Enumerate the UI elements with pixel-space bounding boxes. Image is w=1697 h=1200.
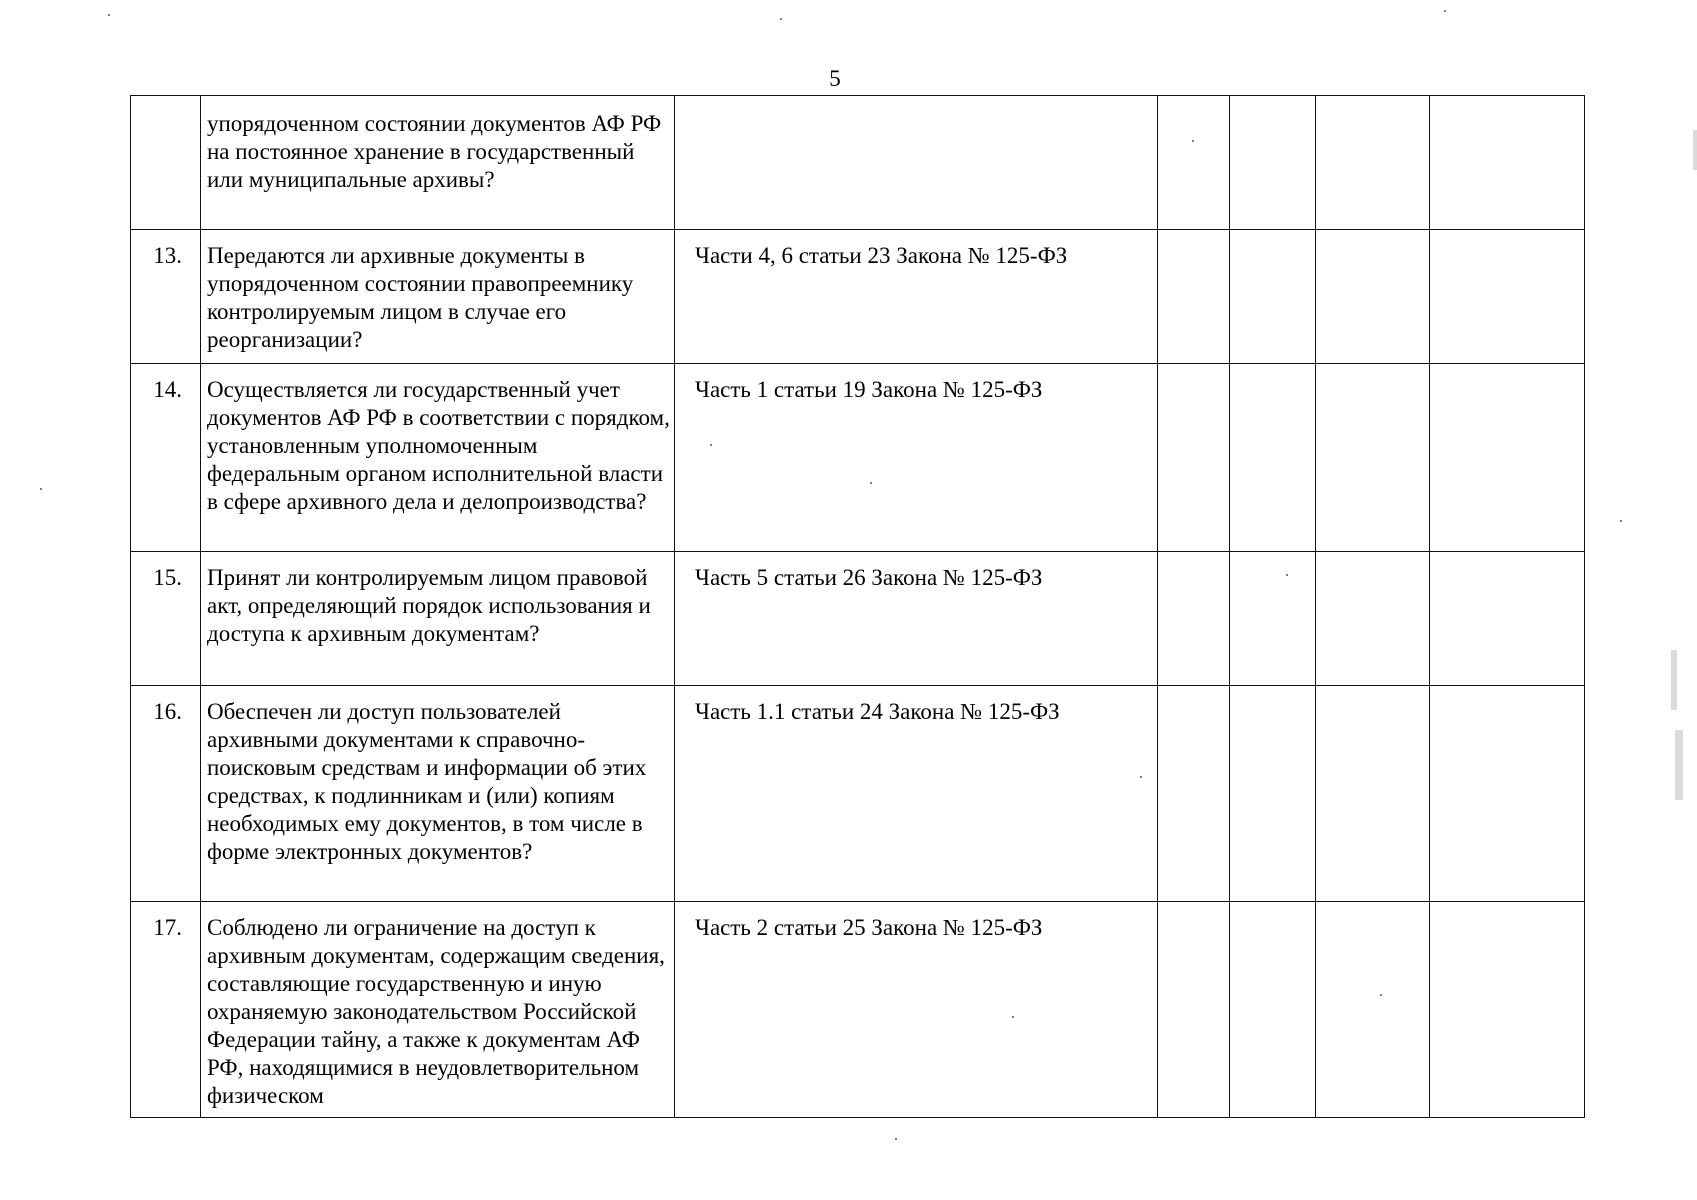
table-row (131, 96, 1585, 230)
table-row (131, 364, 1585, 552)
scan-speck (870, 482, 872, 484)
note-cell (1430, 686, 1585, 902)
answer-yes-cell (1158, 552, 1230, 686)
note-cell (1430, 364, 1585, 552)
answer-yes-cell (1158, 96, 1230, 230)
answer-no-cell (1230, 902, 1316, 1118)
scan-speck (780, 18, 782, 20)
note-cell (1430, 552, 1585, 686)
scan-edge-mark (1693, 130, 1697, 170)
scan-speck (1444, 10, 1446, 12)
table-row (131, 686, 1585, 902)
answer-not-applicable-cell (1316, 230, 1430, 364)
requirement-cell: Часть 1.1 статьи 24 Закона № 125-ФЗ (675, 686, 1158, 902)
answer-no-cell (1230, 96, 1316, 230)
scan-edge-mark (1671, 650, 1677, 710)
answer-not-applicable-cell (1316, 686, 1430, 902)
scan-speck (1140, 776, 1142, 778)
row-number: 15. (131, 552, 201, 686)
answer-no-cell (1230, 364, 1316, 552)
row-number (131, 96, 201, 230)
scan-speck (1620, 520, 1622, 522)
answer-yes-cell (1158, 686, 1230, 902)
note-cell (1430, 902, 1585, 1118)
requirement-cell: Часть 2 статьи 25 Закона № 125-ФЗ (675, 902, 1158, 1118)
question-cell: Осуществляется ли государственный учет документов АФ РФ в соответствии с порядком, установленным уполномоченным федеральным органом исполнительной власти в сфере архивного дела и делопроизводства? (201, 364, 675, 552)
table-row (131, 552, 1585, 686)
question-cell: Соблюдено ли ограничение на доступ к архивным документам, содержащим сведения, составляющие государственную и иную охраняемую законодательством Российской Федерации тайну, а также к документам АФ РФ, находящимися в неудовлетворительном физическом (201, 902, 675, 1118)
scan-speck (1286, 574, 1288, 576)
checklist-table (130, 95, 1585, 1118)
page-number: 5 (829, 66, 841, 91)
row-number: 17. (131, 902, 201, 1118)
question-cell: Обеспечен ли доступ пользователей архивными документами к справочно-поисковым средствам и информации об этих средствах, к подлинникам и (или) копиям необходимых ему документов, в том числе в форме электронных документов? (201, 686, 675, 902)
requirement-cell: Часть 5 статьи 26 Закона № 125-ФЗ (675, 552, 1158, 686)
requirement-cell: Часть 1 статьи 19 Закона № 125-ФЗ (675, 364, 1158, 552)
answer-yes-cell (1158, 230, 1230, 364)
answer-yes-cell (1158, 902, 1230, 1118)
requirement-cell: Части 4, 6 статьи 23 Закона № 125-ФЗ (675, 230, 1158, 364)
scan-speck (1380, 994, 1382, 996)
answer-not-applicable-cell (1316, 96, 1430, 230)
note-cell (1430, 96, 1585, 230)
row-number: 13. (131, 230, 201, 364)
note-cell (1430, 230, 1585, 364)
question-cell: упорядоченном состоянии документов АФ РФ на постоянное хранение в государственный или муниципальные архивы? (201, 96, 675, 230)
answer-no-cell (1230, 686, 1316, 902)
answer-not-applicable-cell (1316, 902, 1430, 1118)
answer-no-cell (1230, 230, 1316, 364)
answer-yes-cell (1158, 364, 1230, 552)
answer-no-cell (1230, 552, 1316, 686)
scan-speck (1012, 1016, 1014, 1018)
scan-speck (1192, 140, 1194, 142)
scan-speck (895, 1138, 897, 1140)
table-row (131, 230, 1585, 364)
scan-speck (40, 488, 42, 490)
question-cell: Передаются ли архивные документы в упорядоченном состоянии правопреемнику контролируемым лицом в случае его реорганизации? (201, 230, 675, 364)
scan-speck (108, 14, 110, 16)
table-row (131, 902, 1585, 1118)
scan-speck (710, 444, 712, 446)
answer-not-applicable-cell (1316, 364, 1430, 552)
scan-edge-mark (1675, 730, 1683, 800)
question-cell: Принят ли контролируемым лицом правовой акт, определяющий порядок использования и доступа к архивным документам? (201, 552, 675, 686)
row-number: 14. (131, 364, 201, 552)
requirement-cell (675, 96, 1158, 230)
row-number: 16. (131, 686, 201, 902)
answer-not-applicable-cell (1316, 552, 1430, 686)
